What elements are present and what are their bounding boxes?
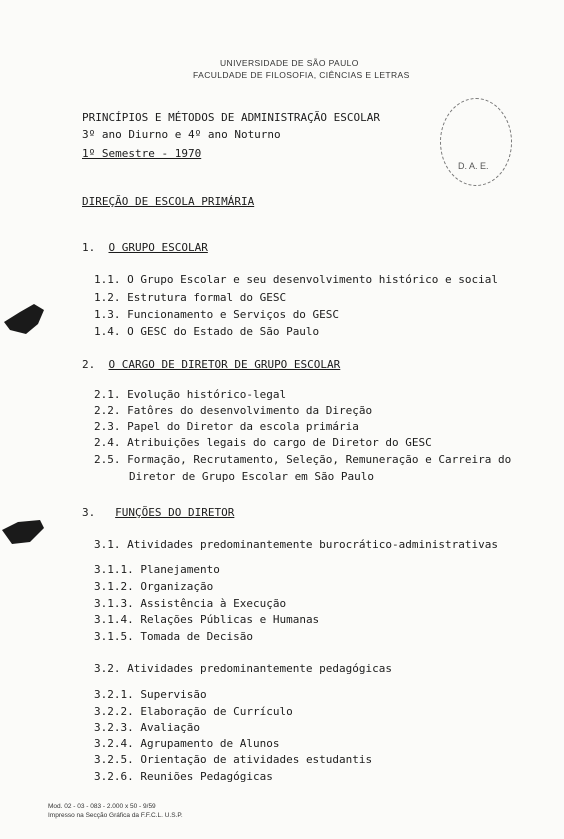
outline-item-3-1 [94, 538, 498, 552]
outline-item-3-2-5 [94, 753, 372, 767]
outline-num: 3.1.1. [94, 563, 134, 576]
outline-item-3-2-1 [94, 688, 207, 702]
institution-name: UNIVERSIDADE DE SÃO PAULO [220, 58, 359, 68]
outline-text: Evolução histórico-legal [127, 388, 287, 401]
outline-text: Planejamento [140, 563, 220, 576]
outline-item-1-3 [94, 308, 339, 322]
outline-num: 3.2.1. [94, 688, 134, 701]
outline-num: 1. [82, 241, 96, 254]
outline-num: 1.3. [94, 308, 121, 321]
outline-text: Estrutura formal do GESC [127, 291, 287, 304]
outline-text: Relações Públicas e Humanas [140, 613, 320, 626]
outline-heading-1 [82, 241, 208, 255]
outline-num: 3.1. [94, 538, 121, 551]
outline-item-3-1-5 [94, 630, 253, 644]
outline-num: 1.2. [94, 291, 121, 304]
outline-num: 3.2.2. [94, 705, 134, 718]
outline-heading-2 [82, 358, 340, 372]
outline-item-2-2 [94, 404, 372, 418]
outline-text: Formação, Recrutamento, Seleção, Remuneração e Carreira do [127, 453, 512, 466]
outline-text: Orientação de atividades estudantis [140, 753, 373, 766]
outline-item-2-1 [94, 388, 286, 402]
outline-item-2-5-cont: Diretor de Grupo Escolar em São Paulo [129, 470, 375, 483]
course-years: 3º ano Diurno e 4º ano Noturno [82, 128, 281, 141]
ink-blot [0, 512, 48, 552]
outline-item-3-1-4 [94, 613, 319, 627]
outline-text: Assistência à Execução [140, 597, 287, 610]
outline-text: O GRUPO ESCOLAR [108, 241, 208, 254]
outline-item-3-2 [94, 662, 392, 676]
outline-num: 3.1.3. [94, 597, 134, 610]
outline-item-3-1-1 [94, 563, 220, 577]
outline-num: 3. [82, 506, 96, 519]
outline-num: 2.3. [94, 420, 121, 433]
outline-item-3-2-3 [94, 721, 200, 735]
footer-form-code: Mod. 02 - 03 - 083 - 2.000 x 50 - 9/59 [48, 803, 156, 810]
outline-num: 3.2.6. [94, 770, 134, 783]
outline-item-1-1 [94, 273, 498, 287]
outline-text: Elaboração de Currículo [140, 705, 293, 718]
outline-item-3-2-4 [94, 737, 279, 751]
outline-text: Atribuições legais do cargo de Diretor do GESC [127, 436, 432, 449]
outline-num: 3.2. [94, 662, 121, 675]
section-title: DIREÇÃO DE ESCOLA PRIMÁRIA [82, 195, 255, 208]
outline-text: Organização [140, 580, 214, 593]
outline-num: 2.5. [94, 453, 121, 466]
outline-text: Atividades predominantemente pedagógicas [127, 662, 393, 675]
outline-item-3-2-2 [94, 705, 293, 719]
outline-item-3-1-2 [94, 580, 213, 594]
outline-num: 3.2.5. [94, 753, 134, 766]
outline-num: 3.1.4. [94, 613, 134, 626]
outline-item-1-4 [94, 325, 319, 339]
outline-num: 3.2.3. [94, 721, 134, 734]
outline-num: 2. [82, 358, 96, 371]
office-stamp [440, 98, 512, 186]
outline-text: Avaliação [140, 721, 200, 734]
outline-num: 2.4. [94, 436, 121, 449]
ink-blot [0, 300, 48, 340]
footer-printer: Impresso na Secção Gráfica da F.F.C.L. U.S.P. [48, 812, 183, 819]
outline-num: 3.1.5. [94, 630, 134, 643]
outline-item-2-3 [94, 420, 359, 434]
outline-num: 2.1. [94, 388, 121, 401]
outline-text: Supervisão [140, 688, 207, 701]
outline-text: Funcionamento e Serviços do GESC [127, 308, 340, 321]
outline-num: 1.4. [94, 325, 121, 338]
outline-text: Agrupamento de Alunos [140, 737, 280, 750]
outline-num: 2.2. [94, 404, 121, 417]
course-title: PRINCÍPIOS E MÉTODOS DE ADMINISTRAÇÃO ESCOLAR [82, 111, 381, 124]
outline-text: FUNÇÕES DO DIRETOR [115, 506, 235, 519]
outline-text: Reuniões Pedagógicas [140, 770, 273, 783]
outline-text: Papel do Diretor da escola primária [127, 420, 359, 433]
outline-text: Tomada de Decisão [140, 630, 253, 643]
course-semester: 1º Semestre - 1970 [82, 147, 202, 160]
outline-text: O CARGO DE DIRETOR DE GRUPO ESCOLAR [108, 358, 341, 371]
outline-text: O GESC do Estado de São Paulo [127, 325, 320, 338]
outline-item-3-1-3 [94, 597, 286, 611]
outline-item-1-2 [94, 291, 286, 305]
outline-num: 3.2.4. [94, 737, 134, 750]
stamp-text: D. A. E. [458, 161, 489, 171]
outline-heading-3 [82, 506, 234, 520]
outline-item-3-2-6 [94, 770, 273, 784]
outline-item-2-5 [94, 453, 511, 467]
outline-item-2-4 [94, 436, 432, 450]
outline-text: Fatôres do desenvolvimento da Direção [127, 404, 373, 417]
outline-text: O Grupo Escolar e seu desenvolvimento histórico e social [127, 273, 498, 286]
outline-num: 1.1. [94, 273, 121, 286]
outline-num: 3.1.2. [94, 580, 134, 593]
outline-text: Atividades predominantemente burocrático-administrativas [127, 538, 498, 551]
faculty-name: FACULDADE DE FILOSOFIA, CIÊNCIAS E LETRAS [193, 70, 410, 80]
